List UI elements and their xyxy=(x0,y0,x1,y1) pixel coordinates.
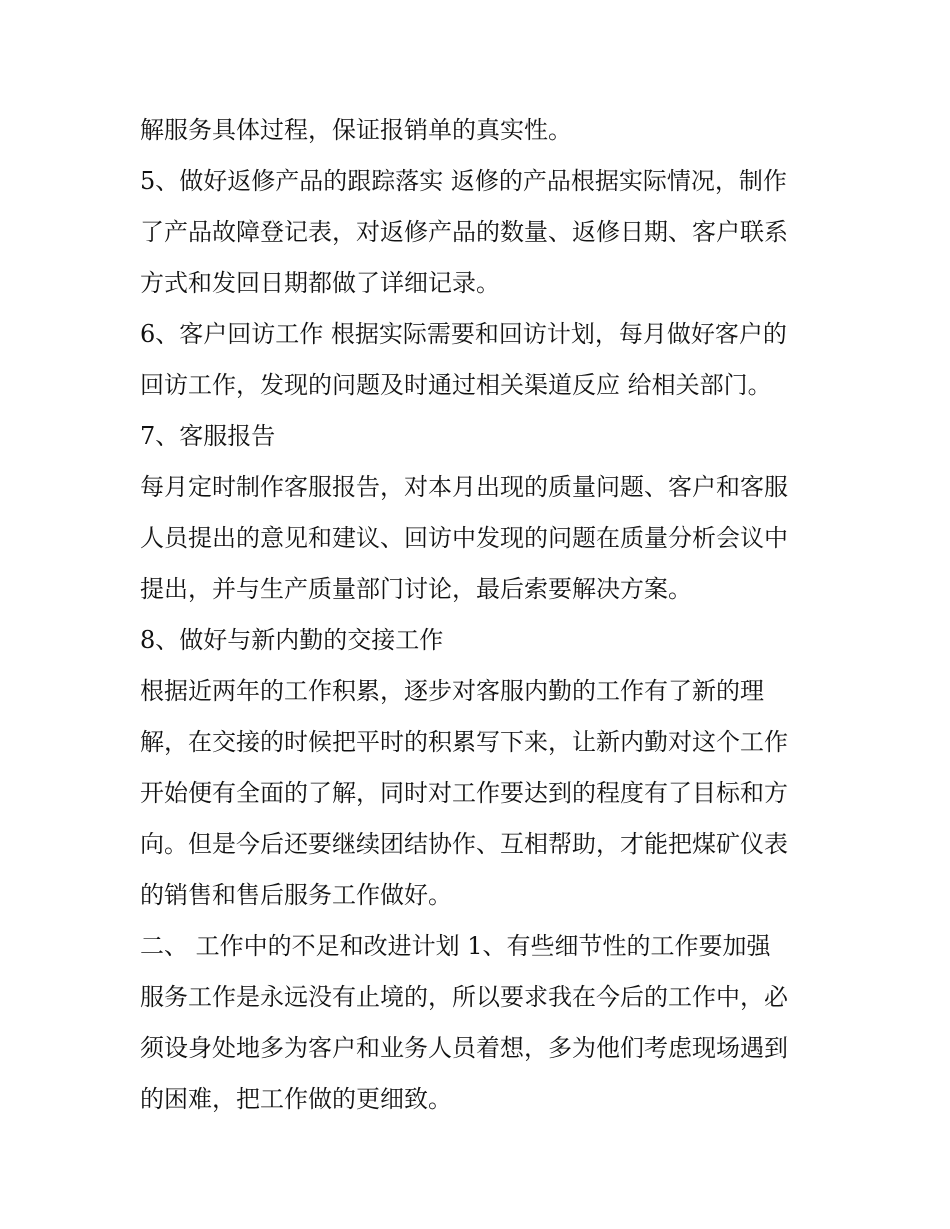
text-line: 6、客户回访工作 根据实际需要和回访计划，每月做好客户的 xyxy=(140,320,787,348)
text-line: 每月定时制作客服报告，对本月出现的质量问题、客户和客服 xyxy=(140,473,788,501)
text-line: 根据近两年的工作积累，逐步对客服内勤的工作有了新的理 xyxy=(140,677,764,705)
text-line: 人员提出的意见和建议、回访中发现的问题在质量分析会议中 xyxy=(140,524,788,552)
text-line: 方式和发回日期都做了详细记录。 xyxy=(140,269,500,297)
text-line: 开始便有全面的了解，同时对工作要达到的程度有了目标和方 xyxy=(140,779,788,807)
text-line: 须设身处地多为客户和业务人员着想，多为他们考虑现场遇到 xyxy=(140,1034,788,1062)
section-heading: 7、客服报告 xyxy=(140,422,276,450)
text-line: 向。但是今后还要继续团结协作、互相帮助，才能把煤矿仪表 xyxy=(140,830,788,858)
text-line: 服务工作是永远没有止境的，所以要求我在今后的工作中，必 xyxy=(140,983,788,1011)
text-line: 回访工作，发现的问题及时通过相关渠道反应 给相关部门。 xyxy=(140,371,772,399)
text-line: 的销售和售后服务工作做好。 xyxy=(140,881,452,909)
text-line: 提出，并与生产质量部门讨论，最后索要解决方案。 xyxy=(140,575,692,603)
text-line: 解，在交接的时候把平时的积累写下来，让新内勤对这个工作 xyxy=(140,728,788,756)
text-line: 了产品故障登记表，对返修产品的数量、返修日期、客户联系 xyxy=(140,218,788,246)
text-line: 5、做好返修产品的跟踪落实 返修的产品根据实际情况，制作 xyxy=(140,167,787,195)
text-line: 解服务具体过程，保证报销单的真实性。 xyxy=(140,116,572,144)
section-heading: 8、做好与新内勤的交接工作 xyxy=(140,626,444,654)
section-heading: 二、 工作中的不足和改进计划 1、有些细节性的工作要加强 xyxy=(140,932,771,960)
text-line: 的困难，把工作做的更细致。 xyxy=(140,1085,452,1113)
document-body xyxy=(140,105,830,1125)
